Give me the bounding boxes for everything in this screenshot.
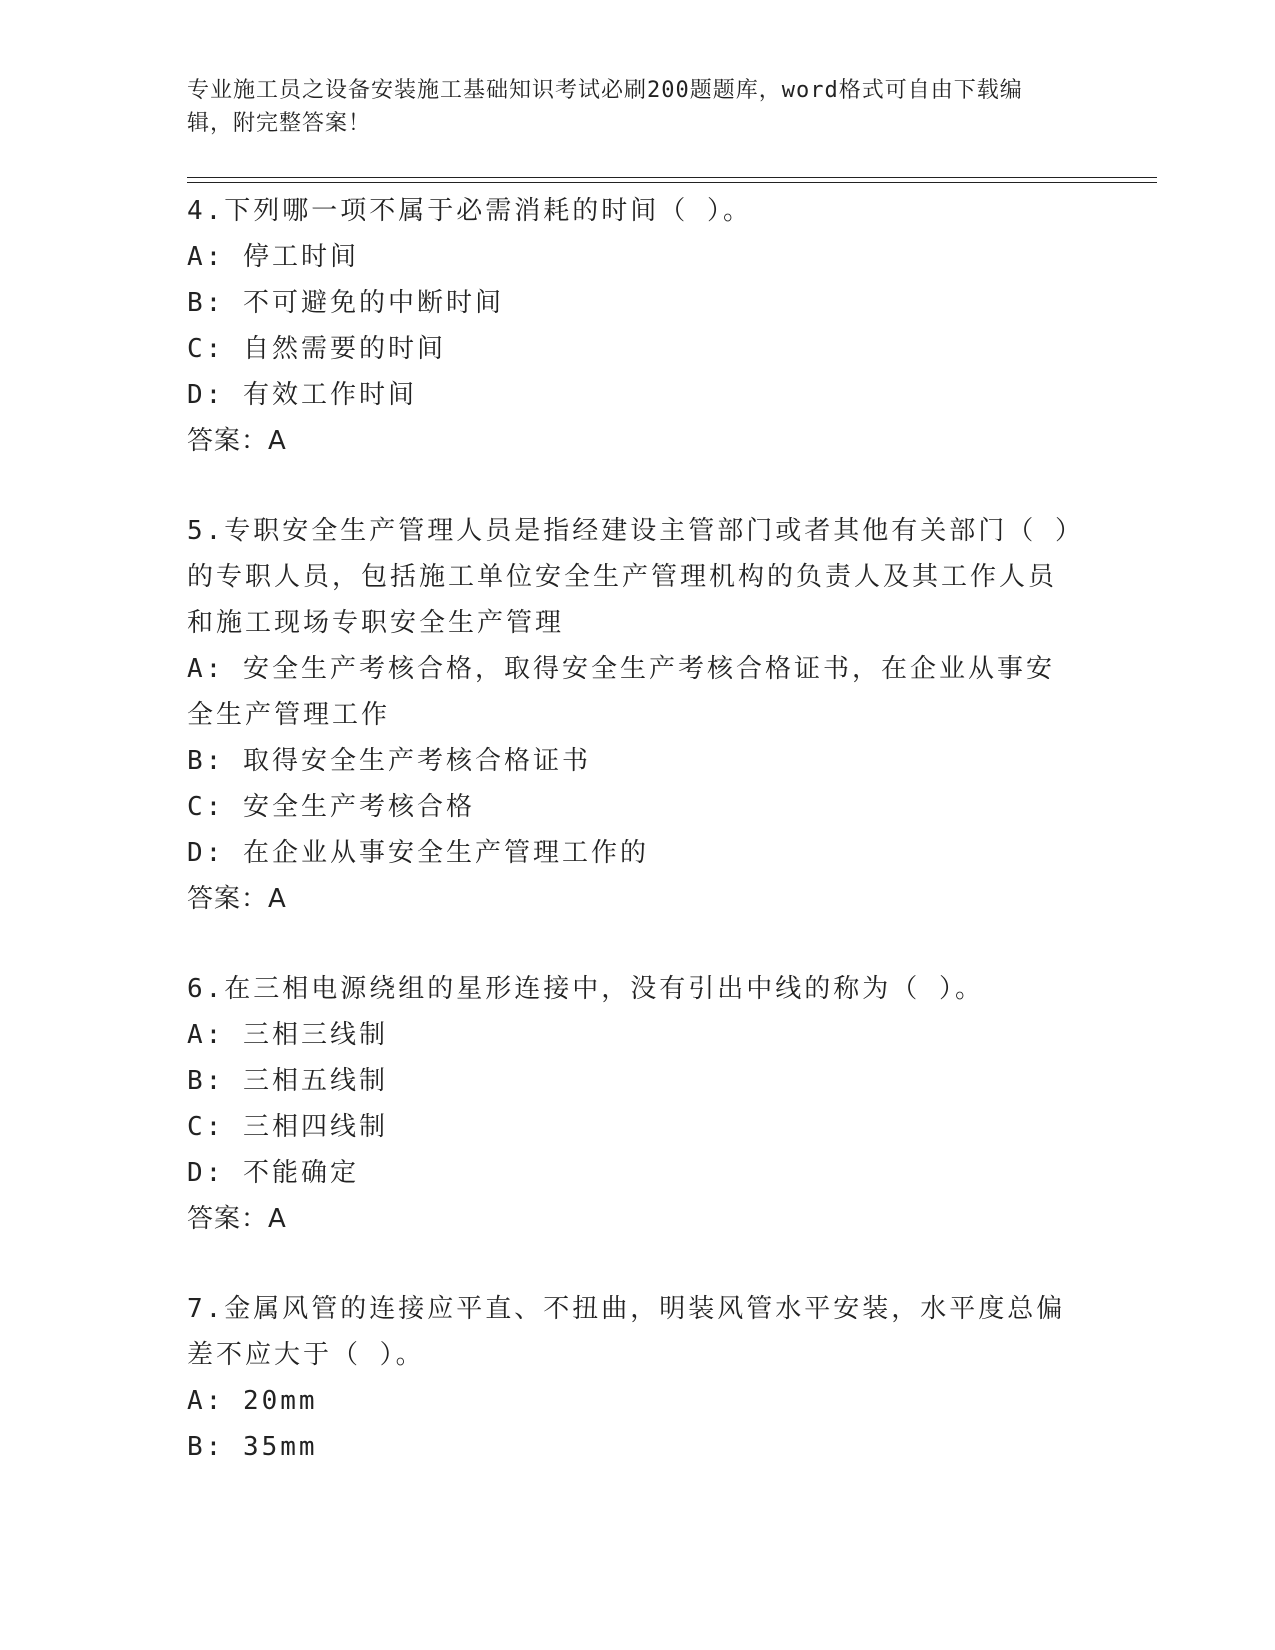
question-spacer	[187, 1242, 1077, 1286]
option-d: D: 有效工作时间	[187, 380, 417, 410]
option-a: A: 20mm	[187, 1386, 318, 1416]
answer-label: 答案：A	[187, 426, 287, 456]
option-b: B: 取得安全生产考核合格证书	[187, 746, 591, 776]
question-5	[187, 508, 1077, 922]
document-header: 专业施工员之设备安装施工基础知识考试必刷200题题库，word格式可自由下载编辑，附完整答案！	[187, 78, 1023, 136]
option-c: C: 三相四线制	[187, 1112, 388, 1142]
answer-label: 答案：A	[187, 884, 287, 914]
option-b: B: 不可避免的中断时间	[187, 288, 504, 318]
question-spacer	[187, 464, 1077, 508]
option-b: B: 三相五线制	[187, 1066, 388, 1096]
question-text: 6.在三相电源绕组的星形连接中，没有引出中线的称为（ ）。	[187, 974, 984, 1004]
option-b: B: 35mm	[187, 1432, 318, 1462]
option-a: A: 三相三线制	[187, 1020, 388, 1050]
question-spacer	[187, 922, 1077, 966]
answer-label: 答案：A	[187, 1204, 287, 1234]
option-d: D: 在企业从事安全生产管理工作的	[187, 838, 649, 868]
question-6	[187, 966, 1077, 1242]
question-7	[187, 1286, 1077, 1470]
question-text: 5.专职安全生产管理人员是指经建设主管部门或者其他有关部门（ ）的专职人员，包括施工单位安全生产管理机构的负责人及其工作人员和施工现场专职安全生产管理	[187, 516, 1071, 638]
option-c: C: 安全生产考核合格	[187, 792, 475, 822]
question-text: 7.金属风管的连接应平直、不扭曲，明装风管水平安装，水平度总偏差不应大于（ ）。	[187, 1294, 1066, 1370]
option-d: D: 不能确定	[187, 1158, 359, 1188]
option-a: A: 安全生产考核合格，取得安全生产考核合格证书，在企业从事安全生产管理工作	[187, 654, 1055, 730]
question-4	[187, 188, 1077, 464]
header-divider-bottom	[187, 182, 1157, 183]
option-a: A: 停工时间	[187, 242, 359, 272]
question-text: 4.下列哪一项不属于必需消耗的时间（ ）。	[187, 196, 752, 226]
question-list	[187, 188, 1077, 1470]
header-divider-top	[187, 177, 1157, 178]
option-c: C: 自然需要的时间	[187, 334, 446, 364]
